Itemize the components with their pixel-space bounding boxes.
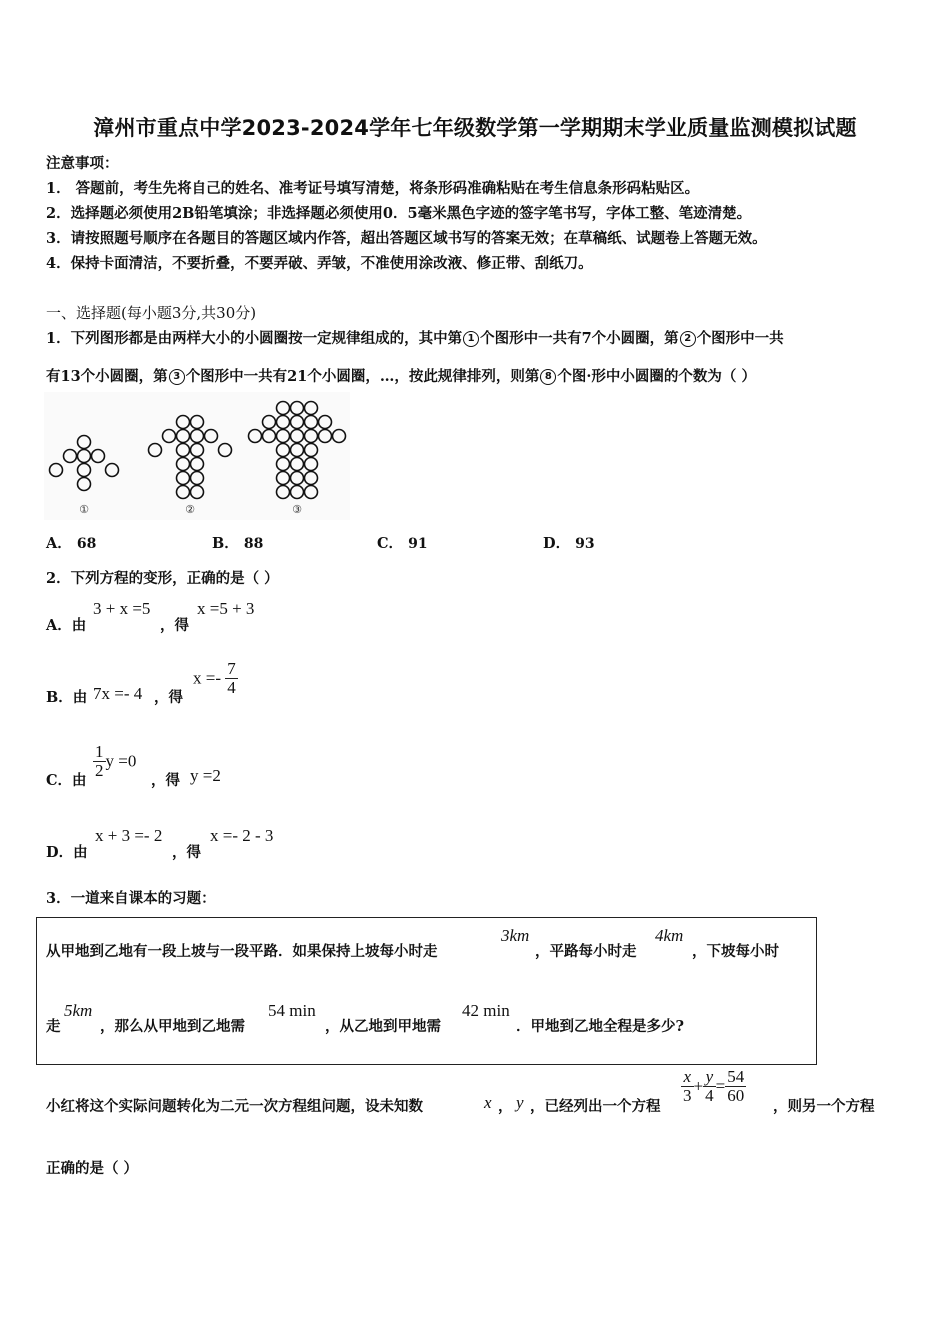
q1-stem-line2: 有13个小圆圈，第 3 个图形中一共有21个小圆圈，…，按此规律排列，则第 8 个图·形中小圆圈的个数为（ ） [46,368,756,385]
pattern-circle [291,458,304,471]
q2-option-c-eq1: $\frac{1}{2}$ y =0 [95,742,137,780]
circled-number-8: 8 [540,369,556,385]
pattern-circle [78,436,91,449]
note-item: 2．选择题必须使用2B铅笔填涂；非选择题必须使用0．5毫米黑色字迹的签字笔书写，字体工整、笔迹清楚。 [46,205,752,222]
pattern-circle [305,416,318,429]
pattern-circle [177,444,190,457]
circled-number-3: 3 [169,369,185,385]
q2-option-b-eq1: 7x =- 4 [93,684,143,703]
q3-var-y: y [516,1093,524,1112]
pattern-circle [305,458,318,471]
q2-option-d-eq2: x =- 2 - 3 [210,826,274,845]
q3-stem: 3．一道来自课本的习题： [46,890,216,907]
pattern-circle [78,450,91,463]
pattern-circle [106,464,119,477]
pattern-circle [333,430,346,443]
q3-sep: ， [498,1098,513,1115]
pattern-circle [277,458,290,471]
pattern-circle [263,416,276,429]
q3-box-line2-c: ，从乙地到甲地需 [325,1018,441,1035]
pattern-circle [191,486,204,499]
pattern-circle [149,444,162,457]
figure-label-1: ① [79,503,89,516]
q2-option-a-eq2: x =5 + 3 [197,599,255,618]
pattern-circle [277,402,290,415]
pattern-circle [291,430,304,443]
q2-option-a-eq1: 3 + x =5 [93,599,151,618]
q3-box-line2-a: 走 [46,1018,61,1035]
q2-option-c-mid: ，得 [151,772,180,789]
pattern-circle [177,416,190,429]
q1-option-b[interactable]: B． 88 [212,535,264,552]
q3-equation: $\frac{x}{3}$ + $\frac{y}{4}$ = $\frac{54}{60}$ [683,1067,745,1105]
q3-follow-b: ，已经列出一个方程 [530,1098,661,1115]
note-item: 3．请按照题号顺序在各题目的答题区域内作答，超出答题区域书写的答案无效；在草稿纸、试题卷上答题无效。 [46,230,767,247]
q3-box-speed-downhill: 5km [64,1001,93,1020]
pattern-circle [305,486,318,499]
q3-box-time-ab: 54 min [268,1001,316,1020]
pattern-circle [191,444,204,457]
pattern-circle [291,402,304,415]
pattern-circle [263,430,276,443]
q2-option-a-mid: ，得 [160,617,189,634]
q3-box-speed-flat: 4km [655,926,684,945]
pattern-circle [305,430,318,443]
pattern-circle [291,486,304,499]
pattern-circle [319,430,332,443]
pattern-circle [219,444,232,457]
note-item: 4．保持卡面清洁，不要折叠，不要弄破、弄皱，不准使用涂改液、修正带、刮纸刀。 [46,255,593,272]
q2-option-b-label[interactable]: B．由 [46,689,88,706]
q3-var-x: x [484,1093,492,1112]
q2-option-d-label[interactable]: D．由 [46,844,88,861]
circle-pattern-figure [44,392,350,520]
q2-option-b-eq2: x =- $\frac{7}{4}$ [193,659,236,697]
pattern-circle [92,450,105,463]
circled-number-2: 2 [680,331,696,347]
pattern-circle [277,444,290,457]
pattern-circle [177,430,190,443]
q3-follow-2: 正确的是（ ） [46,1160,139,1177]
pattern-circle [78,478,91,491]
q1-option-a[interactable]: A． 68 [46,535,97,552]
pattern-circle [291,416,304,429]
pattern-circle [277,430,290,443]
pattern-circle [277,486,290,499]
pattern-circle [50,464,63,477]
pattern-circle [277,416,290,429]
pattern-circle [249,430,262,443]
pattern-circle [305,402,318,415]
q3-box-line1-b: ，平路每小时走 [535,943,637,960]
pattern-circle [78,464,91,477]
q1-option-c[interactable]: C． 91 [377,535,428,552]
q3-box-line1-a: 从甲地到乙地有一段上坡与一段平路．如果保持上坡每小时走 [46,943,438,960]
pattern-circle [305,444,318,457]
notes-heading: 注意事项： [46,155,119,172]
page-title: 漳州市重点中学2023-2024学年七年级数学第一学期期末学业质量监测模拟试题 [93,116,857,140]
q2-stem: 2．下列方程的变形，正确的是（ ） [46,570,279,587]
q3-follow-a: 小红将这个实际问题转化为二元一次方程组问题，设未知数 [46,1098,423,1115]
pattern-circle [191,430,204,443]
circled-number-1: 1 [463,331,479,347]
pattern-circle [291,472,304,485]
pattern-circle [177,486,190,499]
section-heading: 一、选择题(每小题3分,共30分) [46,304,257,322]
q2-option-d-mid: ，得 [172,844,201,861]
q2-option-c-eq2: y =2 [190,766,221,785]
q3-box-speed-uphill: 3km [501,926,530,945]
pattern-circle [305,472,318,485]
pattern-circle [163,430,176,443]
pattern-circle [177,458,190,471]
pattern-circle [291,444,304,457]
q2-option-a-label[interactable]: A．由 [46,617,87,634]
q3-box-line2-d: ．甲地到乙地全程是多少? [516,1018,684,1035]
q3-box-line2-b: ，那么从甲地到乙地需 [100,1018,245,1035]
pattern-circle [64,450,77,463]
pattern-circle [177,472,190,485]
q3-box-time-ba: 42 min [462,1001,510,1020]
q3-box-line1-c: ，下坡每小时 [692,943,779,960]
q1-option-d[interactable]: D． 93 [543,535,595,552]
figure-label-3: ③ [292,503,302,516]
q2-option-d-eq1: x + 3 =- 2 [95,826,163,845]
pattern-circle [191,416,204,429]
q1-stem-line1: 1．下列图形都是由两样大小的小圆圈按一定规律组成的，其中第 1 个图形中一共有7个小圆圈，第 2 个图形中一共 [46,330,784,347]
q2-option-c-label[interactable]: C．由 [46,772,87,789]
q3-follow-c: ，则另一个方程 [773,1098,875,1115]
figure-label-2: ② [185,503,195,516]
pattern-circle [205,430,218,443]
pattern-circle [191,472,204,485]
note-item: 1． 答题前，考生先将自己的姓名、准考证号填写清楚，将条形码准确粘贴在考生信息条形码粘贴区。 [46,180,700,197]
pattern-circle [319,416,332,429]
pattern-circle [277,472,290,485]
circle-pattern-svg [44,392,350,520]
pattern-circle [191,458,204,471]
q2-option-b-mid: ，得 [154,689,183,706]
